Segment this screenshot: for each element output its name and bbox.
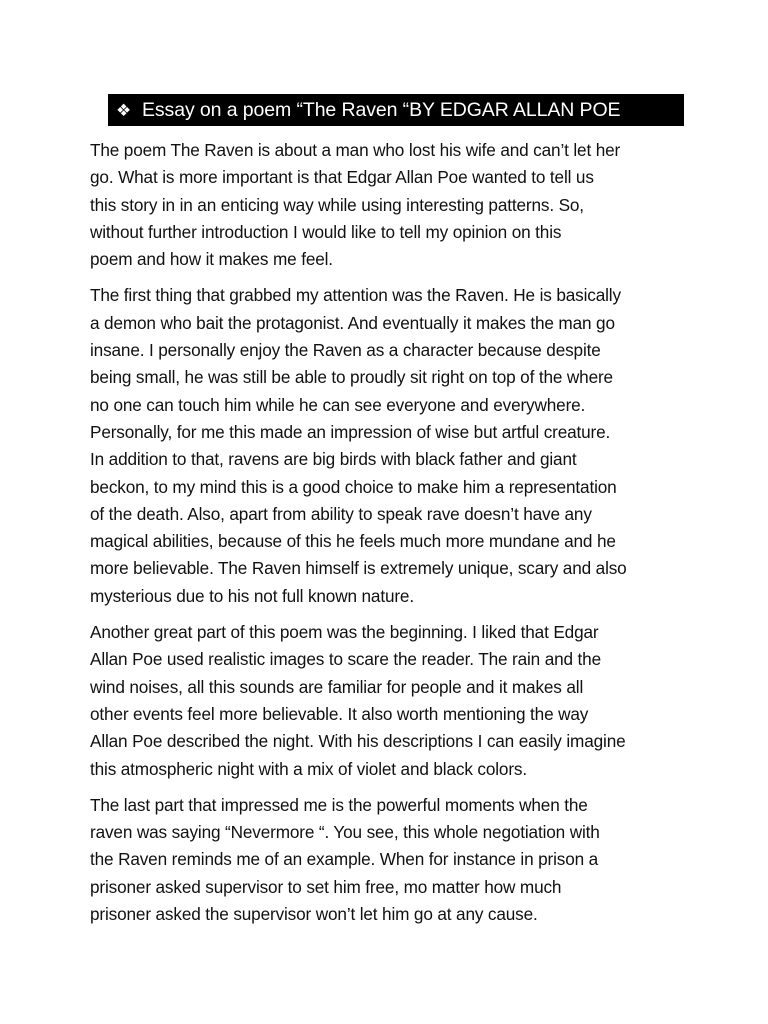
text-line: Allan Poe used realistic images to scare the reader. The rain and the — [90, 649, 601, 670]
text-line: the Raven reminds me of an example. When for instance in prison a — [90, 849, 599, 870]
paragraph-1 — [90, 137, 690, 273]
text-line: prisoner asked the supervisor won’t let him go at any cause. — [90, 904, 538, 925]
paragraph-4 — [90, 792, 690, 928]
paragraph-2 — [90, 282, 690, 610]
paragraph-spacer — [90, 783, 690, 792]
text-line: wind noises, all this sounds are familiar for people and it makes all — [90, 676, 584, 697]
text-line: magical abilities, because of this he feels much more mundane and he — [90, 531, 616, 552]
text-line: go. What is more important is that Edgar Allan Poe wanted to tell us — [90, 167, 594, 188]
paragraph-spacer — [90, 273, 690, 282]
text-line: this story in in an enticing way while using interesting patterns. So, — [90, 194, 584, 215]
text-line: without further introduction I would like to tell my opinion on this — [90, 221, 562, 242]
paragraph-spacer — [90, 610, 690, 619]
text-line: In addition to that, ravens are big birds with black father and giant — [90, 449, 577, 470]
text-line: prisoner asked supervisor to set him free, mo matter how much — [90, 876, 562, 897]
text-line: of the death. Also, apart from ability to speak rave doesn’t have any — [90, 503, 592, 524]
diamond-bullet-icon: ❖ — [116, 100, 132, 120]
text-line: The poem The Raven is about a man who lost his wife and can’t let her — [90, 140, 621, 160]
title-bar — [108, 94, 684, 126]
text-line: The last part that impressed me is the powerful moments when the — [90, 794, 588, 815]
text-line: more believable. The Raven himself is extremely unique, scary and also — [90, 558, 627, 579]
essay-body — [90, 137, 690, 928]
text-line: raven was saying “Nevermore “. You see, this whole negotiation with — [90, 822, 600, 843]
text-line: beckon, to my mind this is a good choice to make him a representation — [90, 476, 617, 497]
text-line: Personally, for me this made an impression of wise but artful creature. — [90, 421, 611, 442]
text-line: The first thing that grabbed my attention was the Raven. He is basically — [90, 285, 621, 306]
text-line: a demon who bait the protagonist. And eventually it makes the man go — [90, 312, 615, 333]
text-line: Another great part of this poem was the beginning. I liked that Edgar — [90, 622, 599, 643]
paragraph-3 — [90, 619, 690, 783]
text-line: insane. I personally enjoy the Raven as a character because despite — [90, 340, 601, 361]
text-line: mysterious due to his not full known nature. — [90, 585, 414, 606]
text-line: being small, he was still be able to proudly sit right on top of the where — [90, 367, 613, 388]
text-line: this atmospheric night with a mix of violet and black colors. — [90, 758, 527, 779]
text-line: poem and how it makes me feel. — [90, 249, 333, 270]
essay-title: Essay on a poem “The Raven “BY EDGAR ALLAN POE — [142, 98, 621, 121]
text-line: Allan Poe described the night. With his descriptions I can easily imagine — [90, 731, 626, 752]
text-line: other events feel more believable. It also worth mentioning the way — [90, 703, 589, 724]
text-line: no one can touch him while he can see everyone and everywhere. — [90, 394, 586, 415]
